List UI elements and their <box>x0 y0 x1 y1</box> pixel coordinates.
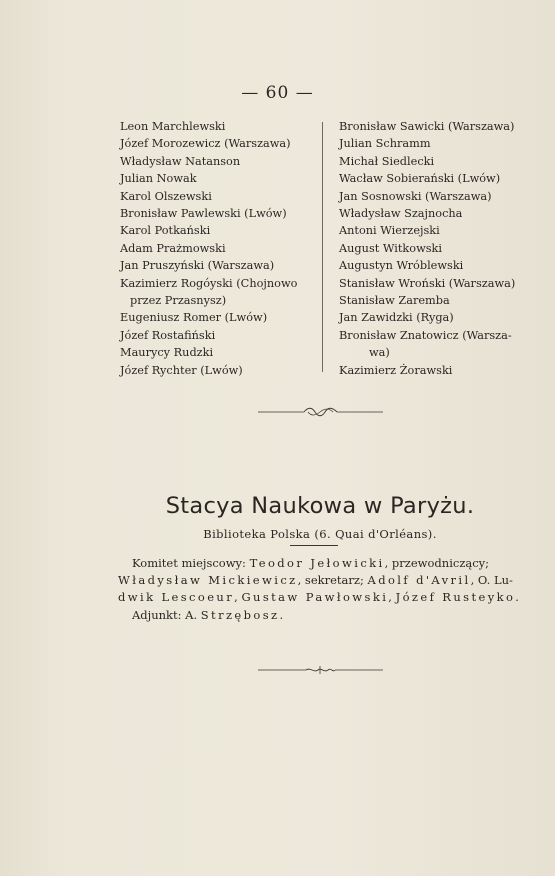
text-run: . <box>279 607 284 622</box>
member-list <box>120 118 532 377</box>
list-item: Karol Potkański <box>120 224 211 238</box>
list-item: Julian Nowak <box>120 172 197 186</box>
list-item: Augustyn Wróblewski <box>339 259 464 273</box>
list-item: Leon Marchlewski <box>120 120 226 133</box>
section-title: Stacya Naukowa w Paryżu. <box>165 493 475 519</box>
paragraph-line <box>118 589 533 606</box>
section-subtitle: Biblioteka Polska (6. Quai d'Orléans). <box>203 527 437 541</box>
list-item: Julian Schramm <box>339 137 431 151</box>
paragraph-line <box>118 607 533 624</box>
list-item: August Witkowski <box>339 241 443 255</box>
list-item: Jan Pruszyński (Warszawa) <box>120 259 275 273</box>
list-item: Józef Rychter (Lwów) <box>120 363 243 377</box>
list-item: Karol Olszewski <box>120 189 212 203</box>
person-name: dwik Lescoeur <box>118 590 235 605</box>
ornament-divider-bottom <box>258 664 383 676</box>
list-item: Stanisław Wroński (Warszawa) <box>339 276 516 290</box>
list-item: Kazimierz Rogóyski (Chojnowo <box>120 276 298 290</box>
person-name: Gustaw Pawłowski <box>241 590 389 605</box>
person-name: Strzębosz <box>200 607 280 622</box>
person-name: Józef Rusteyko <box>395 590 516 605</box>
list-item: Józef Morozewicz (Warszawa) <box>120 137 291 151</box>
text-run: , <box>388 590 396 605</box>
list-item-continuation: wa) <box>369 346 390 360</box>
committee-paragraph <box>118 555 533 624</box>
right-column <box>339 118 539 379</box>
paragraph-line <box>118 555 533 572</box>
list-item: Kazimierz Żorawski <box>339 363 453 377</box>
list-item: Władysław Szajnocha <box>339 207 463 221</box>
list-item: Michał Siedlecki <box>339 154 435 168</box>
list-item: Jan Zawidzki (Ryga) <box>339 311 454 325</box>
list-item: Jan Sosnowski (Warszawa) <box>339 189 492 203</box>
column-divider <box>322 122 323 372</box>
list-item: Józef Rostafiński <box>120 328 216 342</box>
text-run: , <box>234 590 242 605</box>
text-run: Adjunkt: A. <box>132 607 201 622</box>
text-run: . <box>515 590 519 605</box>
short-rule <box>290 545 338 546</box>
text-run: , przewodniczący; <box>384 556 490 570</box>
page-number: — 60 — <box>241 83 314 103</box>
list-item: Bronisław Sawicki (Warszawa) <box>339 120 515 133</box>
list-item: Wacław Sobierański (Lwów) <box>339 172 501 186</box>
list-item: Bronisław Znatowicz (Warsza- <box>339 328 512 342</box>
list-item: Maurycy Rudzki <box>120 346 214 360</box>
list-item: Eugeniusz Romer (Lwów) <box>120 311 268 325</box>
text-run: Komitet miejscowy: <box>132 556 250 570</box>
list-item: Władysław Natanson <box>120 154 241 168</box>
left-column <box>120 118 320 379</box>
text-run: , O. Lu- <box>470 573 513 588</box>
list-item: Antoni Wierzejski <box>339 224 440 238</box>
person-name: Władysław Mickiewicz <box>118 573 298 588</box>
text-run: , sekretarz; <box>297 573 368 588</box>
person-name: Teodor Jełowicki <box>249 556 385 570</box>
list-item: Stanisław Zaremba <box>339 294 450 308</box>
ornament-divider <box>258 405 383 419</box>
paragraph-line <box>118 572 533 589</box>
list-item-continuation: przez Przasnysz) <box>130 294 227 308</box>
list-item: Adam Prażmowski <box>120 241 226 255</box>
list-item: Bronisław Pawlewski (Lwów) <box>120 207 287 221</box>
person-name: Adolf d'Avril <box>367 573 471 588</box>
